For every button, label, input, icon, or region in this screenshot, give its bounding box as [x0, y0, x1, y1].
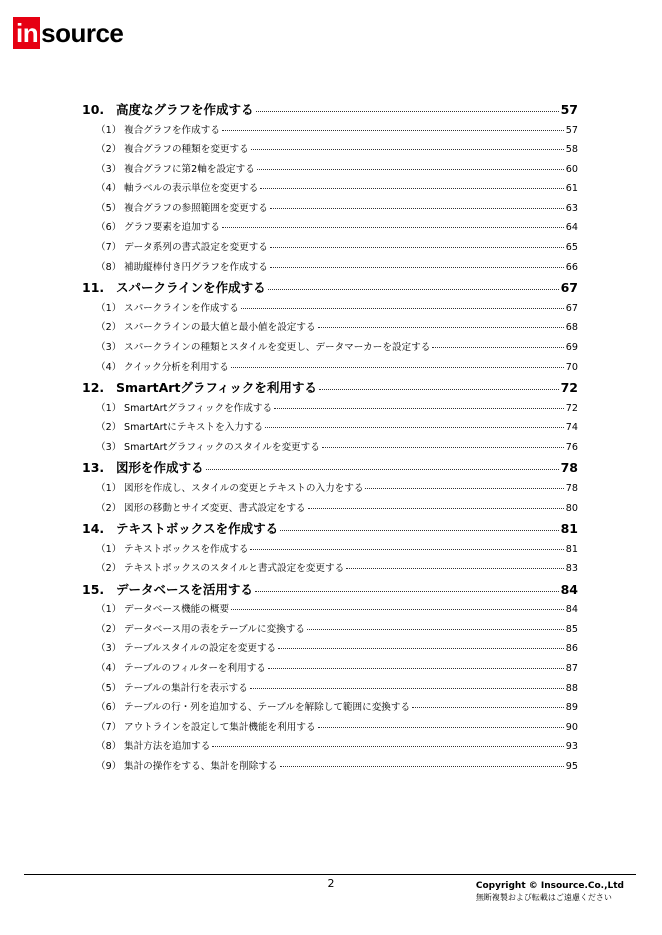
toc-number: （8） [96, 741, 122, 753]
toc-leader-dots [231, 366, 564, 368]
toc-leader-dots [206, 468, 559, 470]
toc-number: （5） [96, 202, 122, 214]
toc-title: データベースを活用する [116, 581, 253, 597]
toc-page-number: 60 [565, 163, 578, 175]
toc-page-number: 72 [565, 402, 578, 414]
toc-title: 図形を作成する [116, 460, 204, 476]
toc-number: （4） [96, 361, 122, 373]
toc-number: （7） [96, 242, 122, 254]
toc-number: 12. [82, 380, 105, 396]
toc-page-number: 67 [565, 302, 578, 314]
toc-title: SmartArtグラフィックを作成する [124, 402, 273, 414]
toc-title: SmartArtグラフィックを利用する [116, 380, 317, 396]
toc-item-row [82, 200, 578, 220]
toc-page-number: 70 [565, 361, 578, 373]
toc-number: （1） [96, 302, 122, 314]
toc-leader-dots [270, 207, 564, 209]
toc-item-row [82, 439, 578, 459]
table-of-contents [82, 100, 578, 778]
toc-title: SmartArtにテキストを入力する [124, 422, 264, 434]
toc-item-row [82, 758, 578, 778]
toc-leader-dots [257, 168, 564, 170]
page-number: 2 [327, 877, 335, 890]
toc-section-row [82, 458, 578, 480]
toc-page-number: 63 [565, 202, 578, 214]
toc-leader-dots [319, 388, 559, 390]
toc-item-row [82, 319, 578, 339]
toc-number: （1） [96, 402, 122, 414]
toc-item-row [82, 400, 578, 420]
toc-page-number: 83 [565, 563, 578, 575]
toc-title: 複合グラフの種類を変更する [124, 144, 249, 156]
toc-title: 軸ラベルの表示単位を変更する [124, 183, 259, 195]
toc-title: グラフ要素を追加する [124, 222, 220, 234]
toc-title: 図形の移動とサイズ変更、書式設定をする [124, 502, 306, 514]
toc-item-row [82, 621, 578, 641]
toc-number: （3） [96, 441, 122, 453]
toc-title: 複合グラフの参照範囲を変更する [124, 202, 268, 214]
footer-divider [24, 874, 636, 875]
toc-page-number: 93 [565, 741, 578, 753]
toc-number: （4） [96, 663, 122, 675]
toc-leader-dots [222, 226, 564, 228]
toc-number: 13. [82, 460, 105, 476]
toc-item-row [82, 680, 578, 700]
toc-leader-dots [308, 507, 564, 509]
toc-page-number: 80 [565, 502, 578, 514]
toc-section-row [82, 100, 578, 122]
toc-number: （6） [96, 222, 122, 234]
toc-item-row [82, 300, 578, 320]
toc-title: 補助縦棒付き円グラフを作成する [124, 261, 268, 273]
toc-title: 図形を作成し、スタイルの変更とテキストの入力をする [124, 482, 364, 494]
toc-title: 集計方法を追加する [124, 741, 211, 753]
toc-title: データベース用の表をテーブルに変換する [124, 623, 305, 635]
toc-title: スパークラインの最大値と最小値を設定する [124, 322, 316, 334]
toc-page-number: 69 [565, 341, 578, 353]
toc-leader-dots [270, 246, 564, 248]
toc-item-row [82, 239, 578, 259]
toc-item-row [82, 500, 578, 520]
toc-number: （2） [96, 322, 122, 334]
toc-title: 高度なグラフを作成する [116, 102, 254, 117]
toc-item-row [82, 219, 578, 239]
toc-page-number: 58 [565, 144, 578, 156]
toc-leader-dots [322, 446, 564, 448]
toc-page-number: 78 [560, 460, 578, 476]
toc-title: クイック分析を利用する [124, 361, 229, 373]
toc-item-row [82, 419, 578, 439]
toc-item-row [82, 180, 578, 200]
copyright-text: Copyright © Insource.Co.,Ltd [475, 881, 624, 891]
toc-item-row [82, 480, 578, 500]
toc-page-number: 78 [565, 482, 578, 494]
toc-item-row [82, 259, 578, 279]
toc-number: （1） [96, 604, 122, 616]
toc-leader-dots [231, 608, 564, 610]
toc-item-row [82, 339, 578, 359]
toc-page-number: 84 [560, 581, 578, 597]
logo-in-mark: in [13, 17, 40, 49]
toc-leader-dots [256, 110, 559, 112]
toc-number: （1） [96, 543, 122, 555]
toc-title: テキストボックスを作成する [116, 521, 279, 537]
toc-item-row [82, 560, 578, 580]
toc-title: テーブルの行・列を追加する、テーブルを解除して範囲に変換する [124, 702, 411, 714]
toc-leader-dots [274, 407, 564, 409]
toc-page-number: 90 [565, 721, 578, 733]
logo-source-text: source [41, 18, 124, 48]
toc-title: スパークラインを作成する [116, 280, 266, 296]
toc-item-row [82, 738, 578, 758]
toc-title: 複合グラフを作成する [124, 124, 220, 136]
toc-item-row [82, 660, 578, 680]
toc-title: テーブルの集計行を表示する [124, 682, 248, 694]
toc-leader-dots [250, 687, 564, 689]
toc-title: 複合グラフに第2軸を設定する [124, 163, 255, 175]
toc-number: （3） [96, 643, 122, 655]
toc-page-number: 74 [565, 422, 578, 434]
toc-leader-dots [212, 745, 563, 747]
toc-page-number: 89 [565, 702, 578, 714]
toc-leader-dots [432, 346, 563, 348]
toc-number: 11. [82, 280, 105, 296]
toc-item-row [82, 640, 578, 660]
toc-leader-dots [241, 307, 564, 309]
toc-title: データ系列の書式設定を変更する [124, 242, 268, 254]
toc-page-number: 85 [565, 623, 578, 635]
toc-leader-dots [280, 765, 564, 767]
toc-leader-dots [250, 548, 563, 550]
toc-leader-dots [280, 529, 558, 531]
toc-number: （6） [96, 702, 122, 714]
toc-page-number: 86 [565, 643, 578, 655]
toc-title: スパークラインの種類とスタイルを変更し、データマーカーを設定する [124, 341, 431, 353]
toc-section-row [82, 378, 578, 400]
toc-item-row [82, 719, 578, 739]
toc-leader-dots [278, 647, 564, 649]
toc-title: SmartArtグラフィックのスタイルを変更する [124, 441, 320, 453]
toc-number: （2） [96, 623, 122, 635]
toc-leader-dots [255, 590, 559, 592]
toc-leader-dots [265, 426, 564, 428]
toc-item-row [82, 161, 578, 181]
toc-number: （5） [96, 682, 122, 694]
toc-page-number: 67 [560, 280, 578, 296]
toc-number: （3） [96, 163, 122, 175]
toc-item-row [82, 541, 578, 561]
toc-number: （2） [96, 422, 122, 434]
toc-number: （2） [96, 502, 122, 514]
toc-number: 15. [82, 581, 105, 597]
toc-page-number: 87 [565, 663, 578, 675]
toc-number: （7） [96, 721, 122, 733]
toc-page-number: 81 [565, 543, 578, 555]
toc-number: （2） [96, 563, 122, 575]
toc-page-number: 95 [565, 761, 578, 773]
toc-page-number: 72 [560, 380, 578, 396]
toc-leader-dots [365, 487, 563, 489]
toc-item-row [82, 601, 578, 621]
toc-leader-dots [251, 148, 564, 150]
toc-leader-dots [318, 326, 564, 328]
toc-number: （1） [96, 482, 122, 494]
toc-section-row [82, 278, 578, 300]
toc-page-number: 64 [565, 222, 578, 234]
toc-title: アウトラインを設定して集計機能を利用する [124, 721, 316, 733]
toc-leader-dots [270, 266, 564, 268]
toc-title: データベース機能の概要 [124, 604, 230, 616]
copyright-notice: 無断複製および転載はご遠慮ください [475, 893, 612, 902]
insource-logo [13, 17, 123, 49]
toc-title: 集計の操作をする、集計を削除する [124, 761, 278, 773]
toc-item-row [82, 359, 578, 379]
toc-title: スパークラインを作成する [124, 302, 239, 314]
toc-section-row [82, 519, 578, 541]
copyright-block [476, 881, 624, 903]
toc-leader-dots [260, 187, 563, 189]
toc-number: 14. [82, 521, 105, 537]
toc-leader-dots [268, 667, 564, 669]
toc-number: （3） [96, 341, 122, 353]
toc-title: テキストボックスのスタイルと書式設定を変更する [124, 563, 345, 575]
toc-title: テキストボックスを作成する [124, 543, 249, 555]
toc-page-number: 61 [565, 183, 578, 195]
toc-leader-dots [268, 288, 559, 290]
toc-leader-dots [412, 706, 564, 708]
toc-title: テーブルのフィルターを利用する [124, 663, 266, 675]
toc-page-number: 76 [565, 441, 578, 453]
toc-item-row [82, 122, 578, 142]
toc-item-row [82, 141, 578, 161]
toc-number: 10. [82, 102, 105, 117]
toc-leader-dots [222, 129, 564, 131]
toc-page-number: 65 [565, 242, 578, 254]
toc-number: （1） [96, 124, 122, 136]
toc-item-row [82, 699, 578, 719]
toc-page-number: 66 [565, 261, 578, 273]
toc-page-number: 57 [560, 102, 578, 117]
toc-number: （4） [96, 183, 122, 195]
toc-leader-dots [307, 628, 564, 630]
toc-page-number: 84 [565, 604, 578, 616]
toc-number: （8） [96, 261, 122, 273]
toc-leader-dots [346, 567, 564, 569]
toc-number: （9） [96, 761, 122, 773]
toc-page-number: 57 [565, 124, 578, 136]
toc-title: テーブルスタイルの設定を変更する [124, 643, 277, 655]
toc-section-row [82, 580, 578, 602]
toc-page-number: 81 [560, 521, 578, 537]
toc-leader-dots [318, 726, 564, 728]
toc-number: （2） [96, 144, 122, 156]
toc-page-number: 68 [565, 322, 578, 334]
toc-page-number: 88 [565, 682, 578, 694]
